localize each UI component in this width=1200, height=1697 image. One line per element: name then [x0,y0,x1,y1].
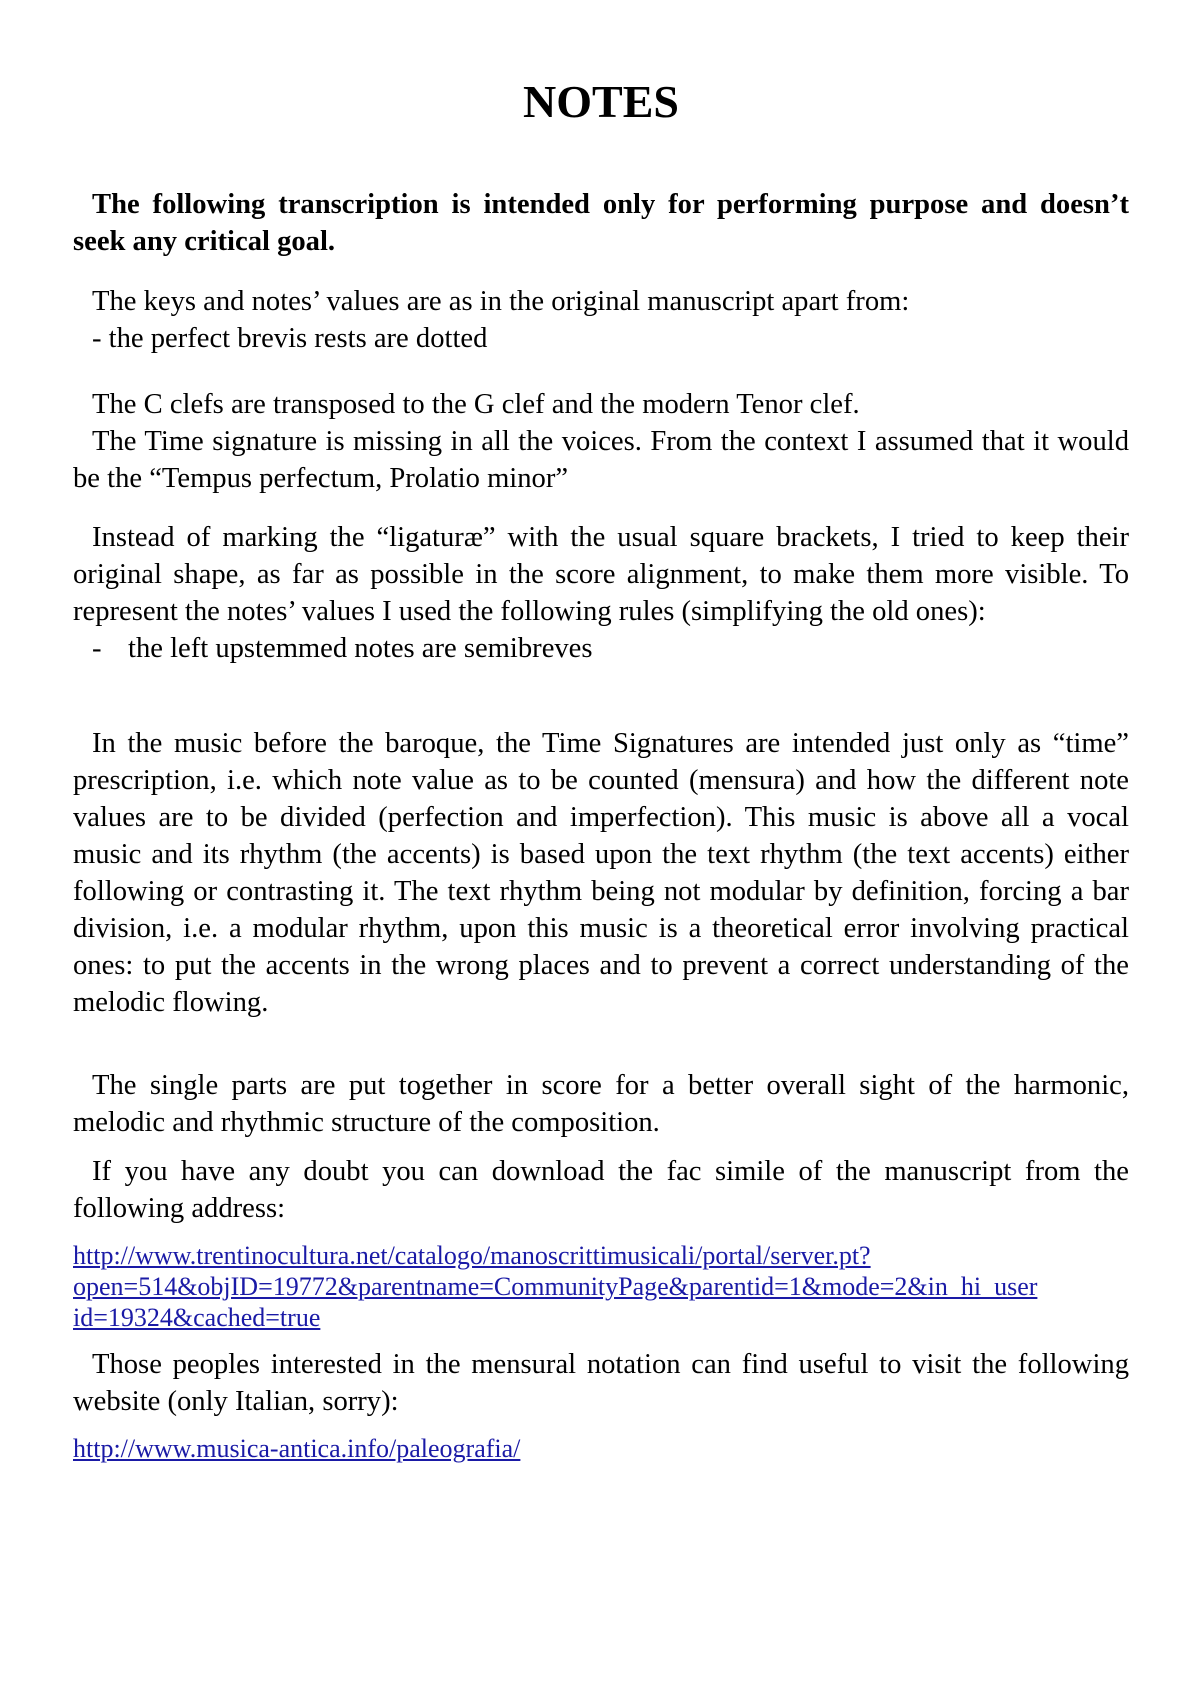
brevis-rest-item: - the perfect brevis rests are dotted [92,323,488,354]
ligature-text: Instead of marking the “ligaturæ” with the usual square brackets, I tried to keep their original shape, as far as possible in the score alignment, to make them more visible. To represent the notes’ values I used the following rules (simplifying the old ones): [73,522,1129,627]
doubt-paragraph: If you have any doubt you can download the fac simile of the manuscript from the following address: [73,1156,1129,1224]
clefs-paragraph [73,386,1129,497]
page-title: NOTES [523,76,679,127]
manuscript-link-line-3[interactable]: id=19324&cached=true [73,1303,321,1332]
keys-line: The keys and notes’ values are as in the original manuscript apart from: [92,286,910,317]
paleografia-link-text[interactable]: http://www.musica-antica.info/paleografia/ [73,1434,521,1463]
baroque-paragraph: In the music before the baroque, the Time Signatures are intended just only as “time” prescription, i.e. which note value as to be counted (mensura) and how the different note values are to be divided (perfection and imperfection). This music is above all a vocal music and its rhythm (the accents) is based upon the text rhythm (the text accents) either following or contrasting it. The text rhythm being not modular by definition, forcing a bar division, i.e. a modular rhythm, upon this music is a theoretical error involving practical ones: to put the accents in the wrong places and to prevent a correct understanding of the melodic flowing. [73,728,1129,1018]
manuscript-link[interactable] [73,1240,1153,1333]
semibreve-item [73,630,1129,667]
paleografia-link[interactable] [73,1433,1153,1464]
time-signature-line: The Time signature is missing in all the voices. From the context I assumed that it would be the “Tempus perfectum, Prolatio minor” [73,426,1129,494]
keys-paragraph [73,283,1129,357]
manuscript-link-line-1[interactable]: http://www.trentinocultura.net/catalogo/manoscrittimusicali/portal/server.pt? [73,1241,871,1270]
clefs-line: The C clefs are transposed to the G clef and the modern Tenor clef. [92,389,860,420]
intro-paragraph: The following transcription is intended only for performing purpose and doesn’t seek any critical goal. [73,189,1129,257]
ligature-paragraph [73,519,1129,667]
list-dash: - [92,633,102,664]
score-paragraph: The single parts are put together in score for a better overall sight of the harmonic, melodic and rhythmic structure of the composition. [73,1070,1129,1138]
mensural-paragraph: Those peoples interested in the mensural notation can find useful to visit the following website (only Italian, sorry): [73,1349,1129,1417]
manuscript-link-line-2[interactable]: open=514&objID=19772&parentname=CommunityPage&parentid=1&mode=2&in_hi_user [73,1272,1038,1301]
semibreve-item-text: the left upstemmed notes are semibreves [128,633,593,664]
